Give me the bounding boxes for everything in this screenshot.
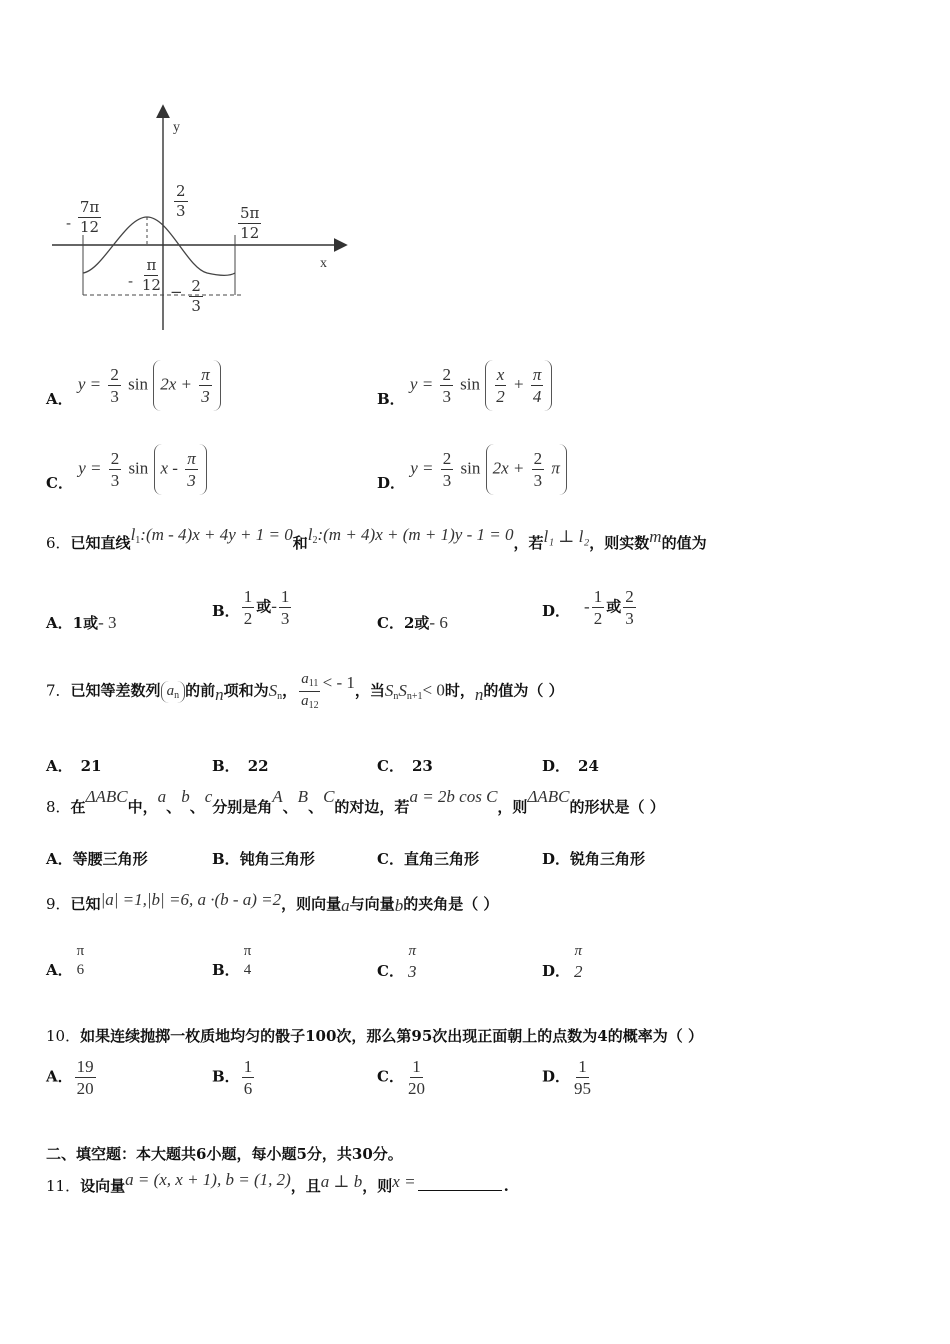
q8-sep-4: 、 — [308, 798, 324, 816]
q7-prod-sub2: n+1 — [406, 690, 423, 702]
q9-vector-a: a — [341, 896, 350, 915]
q5-c-arg-pre: x - — [160, 458, 178, 478]
q7-prod-s2: S — [398, 680, 407, 700]
q5-d-fn: sin — [460, 458, 481, 478]
q5-a-arg-den: 3 — [201, 387, 210, 406]
q9-c-letter: C． — [377, 962, 404, 980]
q6-var: m — [649, 527, 662, 546]
q7-ratio-num — [299, 672, 320, 692]
q8-option-c[interactable] — [377, 848, 479, 869]
graph-label-right-den: 12 — [240, 224, 260, 242]
q9-a-n: π — [76, 943, 85, 959]
q7-d-letter: D． — [542, 757, 571, 775]
q5-c-letter: C． — [46, 473, 73, 492]
q8-option-b[interactable] — [212, 848, 315, 869]
q7-ratio-num-symbol: a — [301, 671, 309, 687]
q5-d-coef-den: 3 — [442, 471, 452, 490]
q5-option-c[interactable] — [46, 444, 207, 495]
q6-eq2: :(m + 4)x + (m + 1)y - 1 = 0 — [317, 525, 514, 544]
q6-d-frac1 — [592, 588, 605, 627]
graph-label-mid-sign: - — [128, 271, 134, 290]
q9-d-letter: D． — [542, 962, 571, 980]
q6-b-frac2 — [279, 588, 292, 627]
q6-l2-symbol: l — [307, 525, 313, 544]
q7-ratio-num-sub: 11 — [308, 678, 319, 689]
q7-option-b[interactable] — [212, 755, 269, 776]
q5-c-arg-num: π — [187, 449, 196, 468]
graph-label-left — [66, 200, 103, 235]
q8-text-2: 中， — [127, 798, 158, 816]
q9-d-frac — [572, 944, 585, 980]
q5-b-coef-den: 3 — [442, 387, 451, 406]
q7-ratio-den — [299, 692, 321, 711]
q7-c-value: 23 — [411, 757, 433, 775]
q10-b-frac — [242, 1058, 255, 1097]
q6-text-2: 和 — [292, 534, 308, 552]
q8-triangle-2: ΔABC — [527, 787, 570, 806]
graph-label-left-frac — [78, 200, 101, 235]
q10-c-n: 1 — [412, 1057, 421, 1076]
q10-b-letter: B． — [212, 1067, 240, 1086]
q8-b-value: 钝角三角形 — [239, 850, 315, 868]
q6-a-or: 或 — [83, 614, 99, 632]
q8-c-value: 直角三角形 — [403, 850, 479, 868]
q6-option-d[interactable] — [542, 588, 638, 627]
q8-sep-1: 、 — [166, 798, 182, 816]
q7-prod-sub1: n — [393, 690, 399, 702]
q10-text: 如果连续抛掷一枚质地均匀的骰子100次，那么第95次出现正面朝上的点数为4的概率为（ ） — [80, 1027, 703, 1045]
q5-a-arg — [153, 360, 221, 411]
q9-text-1: 已知 — [70, 895, 101, 913]
graph-label-max-frac — [174, 184, 188, 219]
q6-d-sign: - — [584, 596, 590, 616]
q8-option-a[interactable] — [46, 848, 148, 869]
x-axis-label: x — [320, 256, 327, 271]
q8-angle-b: B — [297, 787, 309, 806]
q7-text-6: 时， — [444, 681, 475, 700]
q9-b-letter: B． — [212, 961, 240, 979]
q5-d-coef — [441, 450, 454, 489]
q9-stem — [46, 890, 499, 915]
q6-option-b[interactable] — [212, 588, 293, 627]
q7-ratio — [299, 672, 321, 711]
q9-c-n: π — [408, 943, 416, 959]
q9-vector-b: b — [394, 896, 404, 915]
q9-b-n: π — [243, 943, 252, 959]
q7-text-2: 的前 — [185, 681, 216, 700]
graph-label-right-frac — [238, 206, 261, 241]
q6-eq1: :(m - 4)x + 4y + 1 = 0 — [140, 525, 293, 544]
q10-c-letter: C． — [377, 1067, 404, 1086]
q9-condition: |a| =1,|b| =6, a ·(b - a) =2 — [100, 890, 282, 909]
q9-option-a[interactable] — [46, 944, 88, 978]
q9-d-n: π — [574, 943, 583, 959]
q7-sn — [269, 681, 283, 700]
q10-c-frac — [406, 1058, 427, 1097]
q5-b-lhs: y = — [409, 374, 434, 394]
q8-b-letter: B． — [212, 850, 240, 868]
graph-label-left-den: 12 — [80, 218, 100, 236]
q7-prod-s1: S — [384, 680, 394, 700]
q8-a-letter: A． — [46, 850, 73, 868]
q11-text-2: ，且 — [290, 1177, 321, 1195]
q7-n: n — [215, 684, 224, 704]
q8-c: c — [204, 787, 213, 806]
q7-s-symbol: S — [268, 680, 278, 700]
q6-l1-sub: 1 — [135, 535, 141, 546]
q7-c-letter: C． — [377, 757, 404, 775]
q5-b-arg-frac1 — [494, 366, 507, 405]
q5-c-arg-frac — [185, 450, 198, 489]
q5-option-b[interactable] — [377, 360, 552, 411]
graph-label-min — [170, 279, 205, 314]
q8-text-1: 在 — [70, 798, 86, 816]
q11-perp: a ⊥ b — [320, 1172, 363, 1191]
q9-text-2: ，则向量 — [281, 895, 342, 913]
q7-number: 7． — [46, 681, 71, 700]
q8-a: a — [157, 787, 167, 806]
q9-number: 9． — [46, 895, 71, 913]
q8-angle-a: A — [272, 787, 283, 806]
q5-d-lhs: y = — [410, 458, 434, 478]
q6-a-letter: A． — [46, 614, 73, 632]
q11-answer-blank[interactable] — [418, 1190, 502, 1191]
q11-vectors: a = (x, x + 1), b = (1, 2) — [125, 1170, 291, 1189]
q10-a-frac — [75, 1058, 96, 1097]
graph-label-right — [236, 206, 263, 241]
q5-b-arg-den2: 4 — [532, 387, 542, 406]
q5-a-coef-num: 2 — [110, 365, 119, 384]
q6-stem — [46, 525, 707, 554]
q7-d-value: 24 — [578, 757, 599, 775]
q5-b-letter: B． — [377, 389, 405, 408]
q9-b-frac — [242, 944, 254, 978]
q5-d-coef-num: 2 — [442, 449, 452, 468]
q7-ratio-den-symbol: a — [301, 693, 309, 709]
q10-d-frac — [572, 1058, 593, 1097]
q6-text-3: ，若 — [513, 534, 544, 552]
q5-d-arg-den: 3 — [533, 471, 543, 490]
q5-b-arg-den1: 2 — [496, 387, 505, 406]
graph-label-max-den: 3 — [176, 202, 186, 220]
q5-d-letter: D． — [377, 473, 406, 492]
q10-a-letter: A． — [46, 1067, 73, 1086]
q10-stem — [46, 1025, 703, 1046]
q6-b-letter: B． — [212, 601, 240, 620]
q8-text-5: ，则 — [497, 798, 528, 816]
q5-c-fn: sin — [128, 458, 149, 478]
q9-c-frac — [406, 944, 419, 980]
graph-label-right-num: 5π — [240, 204, 260, 222]
q5-a-arg-num: π — [201, 365, 210, 384]
q6-b-n2: 1 — [280, 587, 290, 606]
q9-d-d: 2 — [574, 962, 583, 981]
q9-b-d: 4 — [243, 962, 252, 978]
q10-option-d[interactable] — [542, 1058, 595, 1097]
q8-c-letter: C． — [377, 850, 404, 868]
q6-text-1: 已知直线 — [70, 534, 131, 552]
q8-text-3: 分别是角 — [212, 798, 273, 816]
q7-text-1: 已知等差数列 — [70, 681, 161, 700]
q6-a-v1: 1 — [72, 614, 84, 632]
q8-d-value: 锐角三角形 — [570, 850, 646, 868]
q6-b-d1: 2 — [243, 609, 253, 628]
q7-a-value: 21 — [80, 757, 102, 775]
q7-n2: n — [474, 684, 484, 704]
section-2-title: 二、填空题：本大题共6小题，每小题5分，共30分。 — [46, 1145, 403, 1163]
q6-c-or: 或 — [414, 614, 430, 632]
q6-d-n1: 1 — [593, 587, 603, 606]
q6-perp: l₁ ⊥ l₂ — [543, 527, 590, 546]
q6-b-d2: 3 — [280, 609, 290, 628]
q5-b-arg — [485, 360, 552, 411]
q11-text-3: ，则 — [362, 1177, 393, 1195]
q10-b-d: 6 — [243, 1079, 253, 1098]
graph-label-mid — [128, 258, 165, 293]
q5-a-coef — [108, 366, 121, 405]
q9-text-4: 的夹角是（ ） — [403, 895, 499, 913]
q6-d-n2: 2 — [625, 587, 634, 606]
q9-option-c[interactable] — [377, 944, 420, 980]
q8-text-4: 的对边，若 — [334, 798, 410, 816]
q8-angle-c: C — [323, 787, 335, 806]
q5-b-arg-frac2 — [531, 366, 544, 405]
q7-seq — [161, 681, 186, 703]
q7-s-sub: n — [277, 690, 283, 702]
q6-l2-sub: 2 — [312, 535, 318, 546]
q6-c-letter: C． — [377, 614, 404, 632]
q6-option-c[interactable] — [377, 612, 448, 633]
q5-d-arg — [486, 444, 567, 495]
q8-text-6: 的形状是（ ） — [569, 798, 665, 816]
q6-d-d1: 2 — [593, 609, 603, 628]
q7-seq-symbol: a — [166, 682, 175, 699]
graph-label-max-num: 2 — [176, 182, 186, 200]
q8-option-d[interactable] — [542, 848, 645, 869]
q6-c-v1: 2 — [403, 614, 415, 632]
q6-b-sign: - — [271, 596, 277, 616]
q7-ineq2: < 0 — [422, 680, 445, 700]
q6-d-letter: D． — [542, 601, 571, 620]
q9-c-d: 3 — [407, 962, 417, 981]
graph-label-mid-frac — [140, 258, 163, 293]
q11-text-1: 设向量 — [80, 1177, 126, 1195]
q10-b-n: 1 — [243, 1057, 253, 1076]
graph-label-left-sign: - — [66, 213, 72, 232]
q10-d-n: 1 — [578, 1057, 587, 1076]
q11-stem — [46, 1170, 509, 1196]
q5-b-arg-num1: x — [496, 365, 505, 384]
q7-option-c[interactable] — [377, 755, 433, 776]
q7-b-value: 22 — [247, 757, 269, 775]
q6-b-or: 或 — [256, 597, 272, 616]
graph-label-mid-den: 12 — [141, 276, 161, 294]
q7-text-3: 项和为 — [223, 681, 269, 700]
q8-stem — [46, 787, 665, 817]
q9-a-letter: A． — [46, 961, 73, 979]
q7-option-a[interactable] — [46, 755, 102, 776]
q10-option-b[interactable] — [212, 1058, 256, 1097]
graph-label-min-sign: − — [170, 282, 183, 301]
q5-c-coef-num: 2 — [110, 449, 120, 468]
q8-b: b — [181, 787, 190, 806]
q11-number: 11． — [46, 1177, 81, 1195]
q5-d-arg-num: 2 — [533, 449, 543, 468]
q9-option-b[interactable] — [212, 944, 255, 978]
q6-option-a[interactable] — [46, 612, 117, 633]
q7-text-4: ， — [282, 681, 298, 700]
q6-text-4: ，则实数 — [589, 534, 650, 552]
y-axis-label: y — [173, 120, 180, 135]
q5-c-coef — [109, 450, 122, 489]
q10-a-n: 19 — [76, 1057, 94, 1076]
q7-seq-sub: n — [174, 689, 180, 701]
q6-d-or: 或 — [606, 597, 622, 616]
q7-text-7: 的值为（ ） — [483, 681, 564, 700]
q6-l1 — [131, 525, 141, 544]
q5-c-lhs: y = — [78, 458, 102, 478]
q7-b-letter: B． — [212, 757, 240, 775]
q5-d-arg-frac — [532, 450, 545, 489]
q5-b-coef — [440, 366, 453, 405]
q5-a-coef-den: 3 — [110, 387, 119, 406]
q8-sep-3: 、 — [282, 798, 298, 816]
q5-d-arg-post: π — [551, 458, 560, 478]
q7-option-d[interactable] — [542, 755, 599, 776]
q10-option-a[interactable] — [46, 1058, 98, 1097]
q6-b-n1: 1 — [243, 587, 253, 606]
q10-c-d: 20 — [407, 1079, 425, 1098]
q10-d-d: 95 — [574, 1079, 592, 1098]
q6-a-v2: - 3 — [98, 613, 117, 632]
q6-c-v2: - 6 — [429, 613, 448, 632]
q6-text-5: 的值为 — [661, 534, 707, 552]
q5-b-coef-num: 2 — [442, 365, 451, 384]
q5-c-arg — [154, 444, 207, 495]
q6-d-frac2 — [623, 588, 636, 627]
q8-triangle: ΔABC — [85, 787, 128, 806]
q6-b-frac1 — [242, 588, 255, 627]
q8-equation: a = 2b cos C — [409, 787, 498, 806]
q10-option-c[interactable] — [377, 1058, 429, 1097]
q7-ineq: < - 1 — [322, 672, 355, 692]
q5-a-arg-frac — [199, 366, 212, 405]
q10-d-letter: D． — [542, 1067, 571, 1086]
graph-label-min-frac — [189, 279, 203, 314]
q8-a-value: 等腰三角形 — [72, 850, 148, 868]
q7-ratio-den-sub: 12 — [308, 700, 319, 711]
q7-a-letter: A． — [46, 757, 73, 775]
q5-d-arg-pre: 2x + — [492, 458, 525, 478]
q7-text-5: ，当 — [354, 681, 385, 700]
q5-c-coef-den: 3 — [110, 471, 120, 490]
q6-d-d2: 3 — [625, 609, 634, 628]
q5-a-arg-pre: 2x + — [160, 374, 192, 394]
q8-sep-2: 、 — [189, 798, 205, 816]
q11-x: x = — [392, 1172, 416, 1191]
q5-c-arg-den: 3 — [187, 471, 196, 490]
q5-a-fn: sin — [128, 374, 148, 394]
q10-number: 10． — [46, 1027, 81, 1045]
q5-b-arg-op: + — [513, 374, 524, 394]
q8-number: 8． — [46, 798, 71, 816]
q5-a-letter: A． — [46, 389, 73, 408]
graph-label-mid-num: π — [146, 256, 157, 274]
q9-text-3: 与向量 — [349, 895, 395, 913]
q5-b-arg-num2: π — [532, 365, 542, 384]
q11-end: . — [503, 1177, 509, 1195]
q7-product — [385, 681, 423, 700]
q5-a-lhs: y = — [77, 374, 102, 394]
q7-stem — [46, 672, 564, 711]
graph-label-min-den: 3 — [191, 297, 201, 315]
q9-a-d: 6 — [76, 962, 85, 978]
q6-number: 6． — [46, 534, 71, 552]
graph-label-left-num: 7π — [79, 198, 100, 216]
q8-d-letter: D． — [542, 850, 571, 868]
q5-option-a[interactable] — [46, 360, 221, 411]
q10-a-d: 20 — [76, 1079, 94, 1098]
graph-label-max — [172, 184, 190, 219]
q6-l1-symbol: l — [130, 525, 136, 544]
graph-label-min-num: 2 — [191, 277, 201, 295]
q9-a-frac — [75, 944, 87, 978]
q5-b-fn: sin — [460, 374, 481, 394]
q9-option-d[interactable] — [542, 944, 587, 980]
q5-option-d[interactable] — [377, 444, 567, 495]
